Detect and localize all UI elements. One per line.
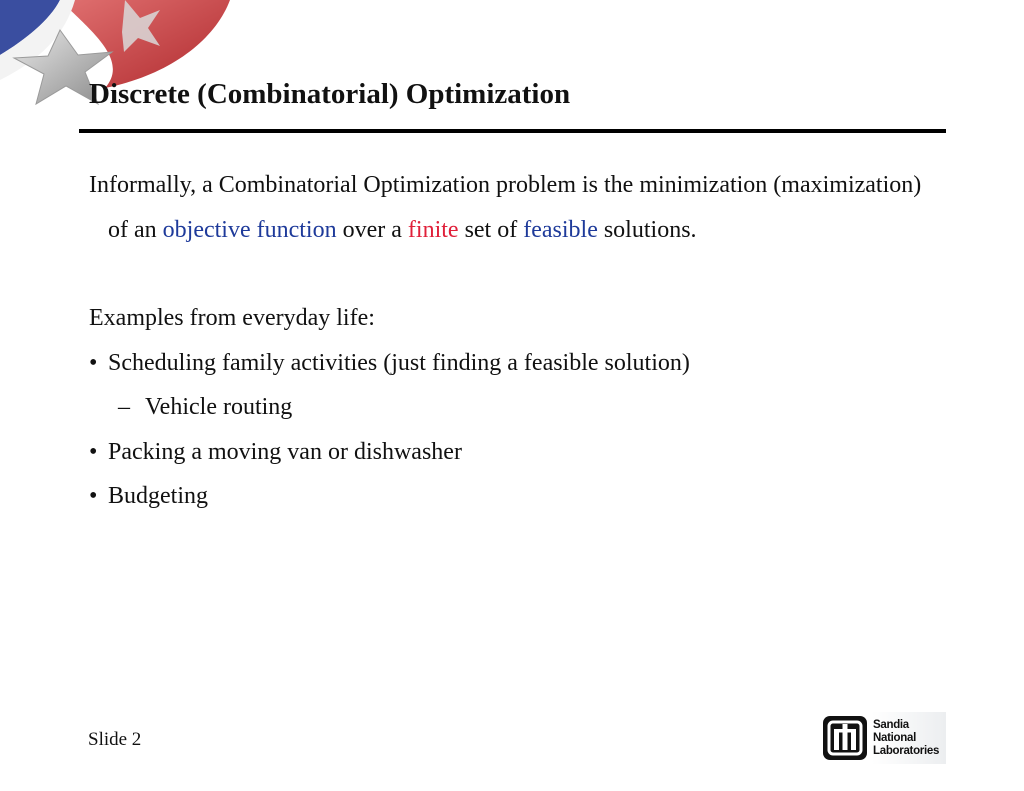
slide-title: Discrete (Combinatorial) Optimization (89, 78, 571, 110)
list-item (89, 430, 929, 475)
list-item-text: Budgeting (108, 483, 208, 509)
title-divider (79, 129, 946, 133)
bullet-icon: • (89, 438, 98, 465)
list-item (89, 341, 929, 386)
term-objective-function: objective function (162, 216, 337, 243)
intro-text-3: set of (458, 216, 524, 243)
list-item-text: Packing a moving van or dishwasher (108, 438, 462, 465)
list-item-text: Scheduling family activities (just finding a feasible solution) (108, 349, 690, 376)
intro-paragraph (89, 163, 929, 252)
sandia-thunderbird-logo (822, 715, 868, 761)
logo-text (873, 719, 939, 758)
list-item (89, 474, 929, 519)
intro-text-1: Informally, a Combinatorial Optimization problem is the minimization (maximization) of an (89, 172, 922, 243)
logo-line: National (873, 731, 916, 744)
logo-line: Sandia (873, 718, 909, 731)
sub-list-item (89, 385, 929, 430)
intro-text-4: solutions. (597, 216, 697, 243)
slide-number: Slide 2 (88, 729, 142, 750)
examples-heading: Examples from everyday life: (89, 305, 375, 331)
logo-line: Laboratories (873, 744, 940, 757)
dash-icon: – (118, 394, 130, 420)
slide-body (89, 163, 929, 519)
sub-list-item-text: Vehicle routing (145, 394, 293, 420)
bullet-icon: • (89, 483, 98, 509)
sandia-logo (822, 712, 946, 764)
bullet-icon: • (89, 349, 98, 376)
intro-text-2: over a (336, 216, 408, 243)
spacer (89, 252, 929, 296)
term-finite: finite (407, 216, 459, 243)
term-feasible: feasible (523, 216, 598, 243)
